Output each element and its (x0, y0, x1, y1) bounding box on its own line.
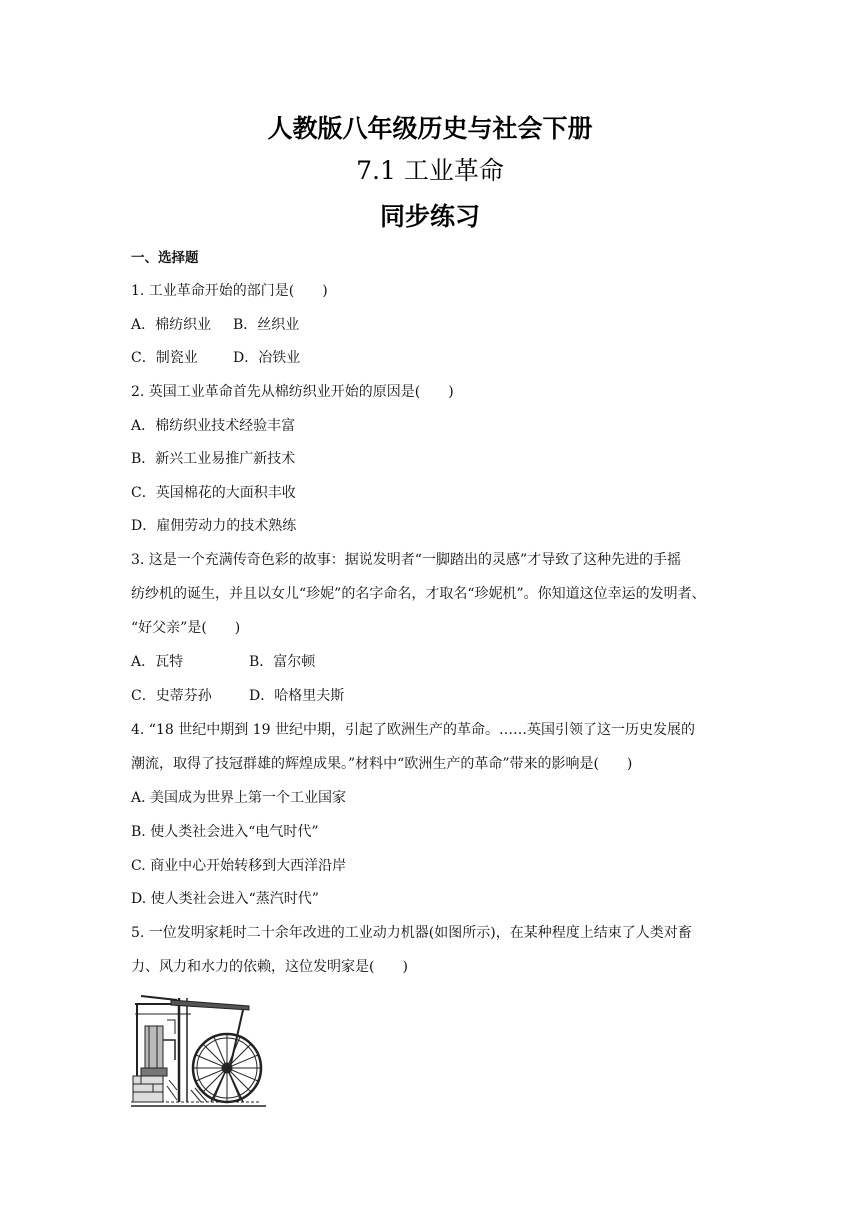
q2-option-d: D．雇佣劳动力的技术熟练 (131, 518, 297, 534)
steam-engine-illustration (131, 990, 266, 1110)
question-5-stem-line-1: 5. 一位发明家耗时二十余年改进的工业动力机器(如图所示)，在某种程度上结束了人类对畜 (131, 925, 692, 941)
q2-option-b: B．新兴工业易推广新技术 (131, 451, 296, 467)
q3-option-c: C．史蒂芬孙 (131, 688, 212, 704)
q3-option-a: A．瓦特 (131, 654, 184, 670)
question-3-stem-line-2: 纺纱机的诞生，并且以女儿“珍妮”的名字命名，才取名“珍妮机”。你知道这位幸运的发明者、 (131, 586, 706, 602)
question-2-stem: 2. 英国工业革命首先从棉纺织业开始的原因是( ) (131, 384, 454, 400)
q1-option-d: D．冶铁业 (233, 350, 301, 366)
q4-option-c: C. 商业中心开始转移到大西洋沿岸 (131, 858, 347, 874)
question-1-options-row-1 (131, 315, 299, 335)
q2-option-c: C．英国棉花的大面积丰收 (131, 485, 296, 501)
document-title: 人教版八年级历史与社会下册 (267, 114, 593, 143)
q3-option-b: B．富尔顿 (249, 654, 316, 670)
question-3-stem-line-1: 3. 这是一个充满传奇色彩的故事：据说发明者“一脚踏出的灵感”才导致了这种先进的手摇 (131, 552, 682, 568)
lesson-title: 7.1 工业革命 (356, 156, 504, 185)
q3-option-d: D．哈格里夫斯 (249, 688, 345, 704)
q2-option-a: A．棉纺织业技术经验丰富 (131, 418, 296, 434)
question-3-options-row-1 (131, 652, 315, 672)
section-heading: 一、选择题 (131, 250, 199, 266)
question-1-stem: 1. 工业革命开始的部门是( ) (131, 283, 328, 299)
question-5-stem-line-2: 力、风力和水力的依赖，这位发明家是( ) (131, 959, 408, 975)
question-3-options-row-2 (131, 686, 344, 706)
question-1-options-row-2 (131, 348, 300, 368)
question-3-stem-line-3: “好父亲”是( ) (131, 620, 241, 636)
document-subtitle: 同步练习 (379, 202, 480, 231)
q4-option-b: B. 使人类社会进入“电气时代” (131, 824, 319, 840)
q1-option-b: B．丝织业 (233, 317, 300, 333)
question-4-stem-line-2: 潮流，取得了技冠群雄的辉煌成果。”材料中“欧洲生产的革命”带来的影响是( ) (131, 756, 633, 772)
question-4-stem-line-1: 4. “18 世纪中期到 19 世纪中期，引起了欧洲生产的革命。……英国引领了这一历史发展的 (131, 722, 695, 738)
q1-option-a: A．棉纺织业 (131, 317, 212, 333)
q4-option-a: A. 美国成为世界上第一个工业国家 (131, 790, 347, 806)
q1-option-c: C．制瓷业 (131, 350, 198, 366)
q4-option-d: D. 使人类社会进入“蒸汽时代” (131, 891, 319, 907)
